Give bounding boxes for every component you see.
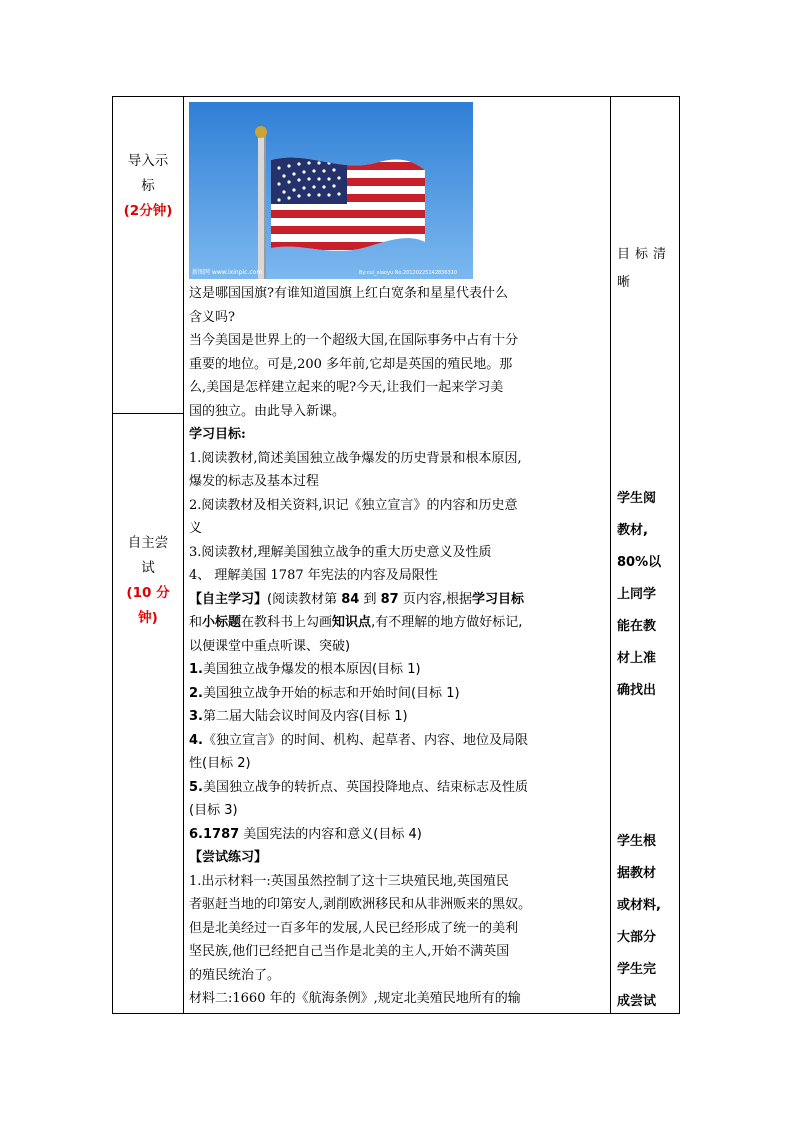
text-line: 这是哪国国旗?有谁知道国旗上红白宽条和星星代表什么 xyxy=(189,286,508,301)
text-fragment: (阅读教材第 xyxy=(267,591,342,607)
watermark-right: By:cui_xiaoyu No.20120225142836310 xyxy=(359,270,458,276)
study-item xyxy=(189,799,607,823)
section-intro-label xyxy=(113,149,183,224)
text-line: 国的独立。由此导入新课。 xyxy=(189,403,346,419)
text-fragment: 到 xyxy=(359,591,381,607)
us-flag-illustration xyxy=(189,102,473,279)
text-fragment: 知识点 xyxy=(332,615,372,630)
note-line: 确找出 xyxy=(617,683,657,698)
study-item xyxy=(189,752,607,776)
goals-title: 学习目标: xyxy=(189,427,246,442)
item-text: 美国独立战争的转折点、英国投降地点、结束标志及性质 xyxy=(202,779,528,795)
text-fragment: 87 xyxy=(380,591,399,607)
section-time: 钟) xyxy=(138,610,158,626)
study-item xyxy=(189,823,607,847)
practice-title: 【尝试练习】 xyxy=(189,850,268,865)
text-line: 么,美国是怎样建立起来的呢?今天,让我们一起来学习美 xyxy=(189,380,504,395)
main-content xyxy=(189,282,607,1011)
goal-line: 4、 理解美国 1787 年宪法的内容及局限性 xyxy=(189,568,438,583)
section-label-line: 试 xyxy=(141,560,155,576)
text-line: 含义吗? xyxy=(189,309,235,325)
practice-line: 材料二:1660 年的《航海条例》,规定北美殖民地所有的输 xyxy=(189,991,521,1006)
practice-line: 的殖民统治了。 xyxy=(189,967,281,983)
study-item xyxy=(189,705,607,729)
note-line: 学生完 xyxy=(617,962,657,977)
item-number: 6.1787 xyxy=(189,826,240,842)
note-line: 上同学 xyxy=(617,587,657,602)
item-number: 1. xyxy=(189,662,203,677)
column-divider xyxy=(183,97,184,1013)
note-line: 学生根 xyxy=(617,834,657,849)
item-number: 2. xyxy=(189,685,203,701)
text-fragment: 学习目标 xyxy=(471,591,524,607)
flag-pole xyxy=(258,132,264,279)
item-text: 美国独立战争开始的标志和开始时间(目标 1) xyxy=(202,685,460,701)
text-line: 当今美国是世界上的一个超级大国,在国际事务中占有十分 xyxy=(189,333,519,348)
text-fragment: 84 xyxy=(341,591,360,607)
goal-line: 2.阅读教材及相关资料,识记《独立宣言》的内容和历史意 xyxy=(189,497,518,513)
item-text: 第二届大陆会议时间及内容(目标 1) xyxy=(202,709,408,724)
note-line: 教材, xyxy=(617,523,648,538)
item-text: 《独立宣言》的时间、机构、起草者、内容、地位及局限 xyxy=(202,732,528,748)
goal-line: 1.阅读教材,简述美国独立战争爆发的历史背景和根本原因, xyxy=(189,450,522,466)
note-goal-clear xyxy=(617,241,677,297)
note-line: 或材料, xyxy=(617,898,661,913)
note-line: 据教材 xyxy=(617,866,657,881)
section-time: (10 分 xyxy=(126,585,170,601)
flag-pole-shadow xyxy=(264,132,266,279)
goal-line: 义 xyxy=(189,521,203,536)
item-text: (目标 3) xyxy=(189,803,238,818)
item-number: 3. xyxy=(189,709,203,724)
practice-line: 坚民族,他们已经把自己当作是北美的主人,开始不满英国 xyxy=(189,944,510,959)
text-fragment: 页内容,根据 xyxy=(398,591,472,607)
self-study-line xyxy=(189,588,607,612)
note-line: 能在教 xyxy=(617,619,657,634)
note-line: 晰 xyxy=(617,275,636,290)
pole-finial xyxy=(255,126,267,138)
section-label-line: 自主尝 xyxy=(127,535,169,551)
us-flag-photo xyxy=(189,102,473,279)
text-fragment: 小标题 xyxy=(202,615,242,630)
watermark-left: 新图网 www.ixinpic.com xyxy=(192,269,263,276)
study-item xyxy=(189,658,607,682)
section-label-line: 导入示 xyxy=(127,153,169,169)
row-divider xyxy=(113,413,183,414)
note-line: 材上准 xyxy=(617,651,657,666)
item-text: 美国宪法的内容和意义(目标 4) xyxy=(239,826,422,842)
text-fragment: 在教科书上勾画 xyxy=(241,615,333,630)
lesson-plan-table xyxy=(112,96,680,1014)
note-practice xyxy=(617,826,677,1018)
note-line: 大部分 xyxy=(617,930,657,945)
text-line: 重要的地位。可是,200 多年前,它却是英国的殖民地。那 xyxy=(189,356,513,372)
practice-line: 者驱赶当地的印第安人,剥削欧洲移民和从非洲贩来的黑奴。 xyxy=(189,897,532,912)
goal-line: 爆发的标志及基本过程 xyxy=(189,474,320,489)
practice-line: 但是北美经过一百多年的发展,人民已经形成了统一的美利 xyxy=(189,920,519,936)
item-number: 4. xyxy=(189,732,203,748)
note-reading xyxy=(617,483,677,707)
section-time: (2分钟) xyxy=(123,203,173,219)
self-study-line: 以便课堂中重点听课、突破) xyxy=(189,638,351,654)
goal-line: 3.阅读教材,理解美国独立战争的重大历史意义及性质 xyxy=(189,544,492,560)
item-text: 性(目标 2) xyxy=(189,756,251,771)
column-divider xyxy=(610,97,611,1013)
section-self-study-label xyxy=(113,531,183,631)
self-study-line xyxy=(189,611,607,635)
note-line: 目标清 xyxy=(617,247,672,262)
text-fragment: 和 xyxy=(189,615,203,630)
text-fragment: ,有不理解的地方做好标记, xyxy=(371,615,523,630)
study-item xyxy=(189,776,607,800)
note-line: 学生阅 xyxy=(617,491,657,506)
note-line: 成尝试 xyxy=(617,994,657,1009)
section-label-line: 标 xyxy=(141,178,155,194)
self-study-bracket: 【自主学习】 xyxy=(189,591,268,607)
study-item xyxy=(189,729,607,753)
flag-cloth xyxy=(269,142,429,262)
practice-line: 1.出示材料一:英国虽然控制了这十三块殖民地,英国殖民 xyxy=(189,873,509,889)
item-text: 美国独立战争爆发的根本原因(目标 1) xyxy=(202,662,421,677)
item-number: 5. xyxy=(189,779,203,795)
note-line: 80%以 xyxy=(617,555,662,570)
study-item xyxy=(189,682,607,706)
